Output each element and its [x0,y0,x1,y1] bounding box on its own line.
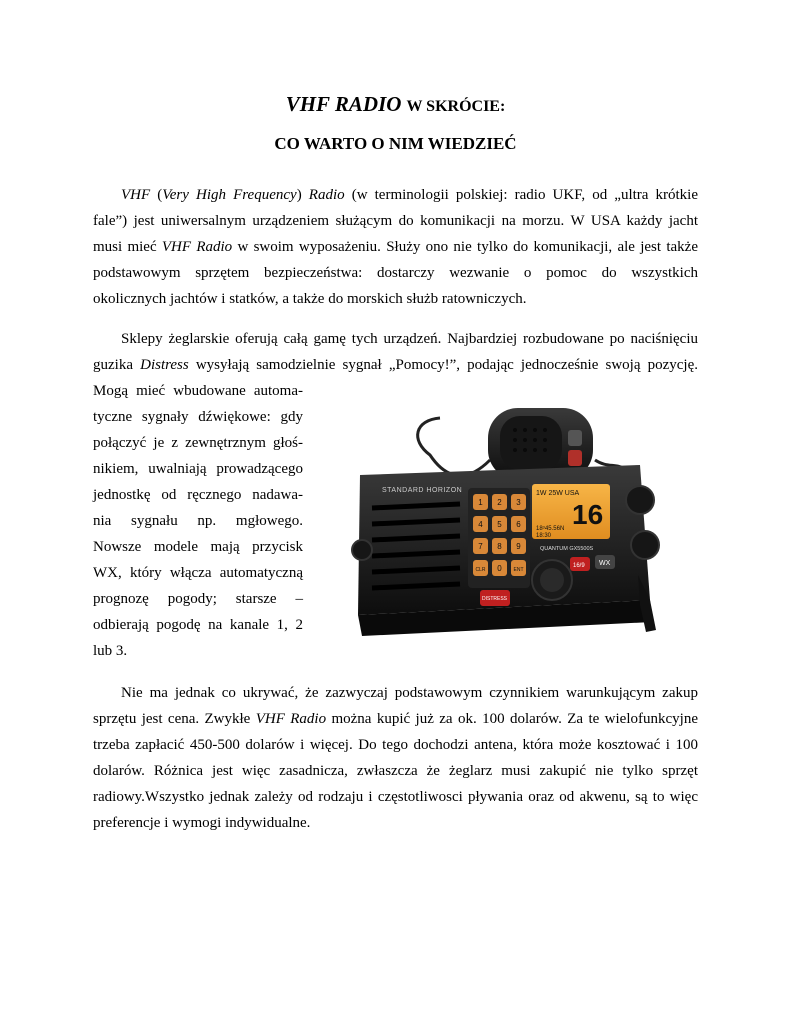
distress-label: DISTRESS [482,596,508,602]
vhf-radio-image [340,400,665,645]
title-w-skrocie: W SKRÓCIE: [406,98,506,115]
paragraph-1-line: fale”) jest uniwersalnym urządzeniem służącym do komunikacji na morzu. W USA każdy jacht [93,213,698,229]
display-channel: 16 [572,499,604,530]
keypad-key-label: 9 [516,542,521,551]
mounting-knob [352,540,372,560]
keypad-key-label: 6 [516,520,521,529]
keypad-key-label: ENT [513,567,524,573]
keypad-key-label: 2 [497,498,502,507]
wrapped-line: połączyć je z zewnętrznym głoś- [93,435,303,451]
radio-body [352,465,659,636]
wrapped-line: tyczne sygnały dźwiękowe: gdy [93,409,303,425]
paragraph-3-line: Nie ma jednak co ukrywać, że zazwyczaj podstawowym czynnikiem warunkującym zakup [121,685,698,701]
wrapped-line: WX, który włącza automatyczną [93,565,303,581]
wrapped-line: Mogą mieć wbudowane automa- [93,383,303,399]
keypad-key-label: 5 [497,520,502,529]
paragraph-1-line: okolicznych jachtów i statków, a także do morskich służb ratowniczych. [93,291,527,307]
brand-label: STANDARD HORIZON [382,487,463,494]
document-title [0,90,791,121]
paragraph-3-line: trzeba zapłacić 450-500 dolarów i więcej. Do tego dochodzi antena, która może kosztować i 100 [93,737,698,753]
wrapped-line: jednostkę od ręcznego nadawa- [93,487,303,503]
wrapped-line: nia sygnału np. mgłowego. [93,513,303,529]
title-vhf-radio: VHF RADIO [285,92,402,116]
keypad-key-label: 0 [497,564,502,573]
button-wx-label: WX [599,560,611,567]
wrapped-line: prognozę pogody; starsze – [93,591,303,607]
wrapped-line: lub 3. [93,643,128,659]
model-label: QUANTUM GX5500S [540,546,594,552]
mic-cable [418,418,490,476]
paragraph-2-line: Sklepy żeglarskie oferują całą gamę tych urządzeń. Najbardziej rozbudowane po naciśnięciu [121,331,698,347]
display-coords: 18ᵒ45.56N [536,526,565,532]
paragraph-3 [93,680,698,836]
squelch-knob [631,531,659,559]
display-top: 1W 25W USA [536,490,580,497]
wrapped-line: odbierają pogodę na kanale 1, 2 [93,617,303,633]
keypad-key-label: 8 [497,542,502,551]
keypad-key-label: 7 [478,542,483,551]
keypad-key-label: 4 [478,520,483,529]
wrapped-line: nikiem, uwalniają prowadzącego [93,461,303,477]
paragraph-3-line: dolarów. Różnica jest więc zasadnicza, zwłaszcza że żeglarz musi zakupić nie tylko sprzęt [93,763,698,779]
document-subtitle: CO WARTO O NIM WIEDZIEĆ [274,134,517,153]
paragraph-1-line: musi mieć VHF Radio w swoim wyposażeniu. Służy ono nie tylko do komunikacji, ale jest także [93,239,698,255]
display-time: 18:30 [536,533,552,539]
paragraph-2-wrapped-text [93,378,303,664]
paragraph-1-line: VHF (Very High Frequency) Radio (w terminologii polskiej: radio UKF, od „ultra krótkie [121,187,699,203]
paragraph-3-line: radiowy.Wszystko jednak zależy od rodzaju i częstotliwosci pływania oraz od akwenu, są to więc [93,789,698,805]
keypad-key-label: 1 [478,498,483,507]
wrapped-line: Nowsze modele mają przycisk [93,539,303,555]
keypad-key-label: CLR [475,567,486,573]
paragraph-2 [93,326,698,378]
paragraph-1-line: podstawowym sprzętem bezpieczeństwa: dostarczy wezwanie o pomoc do wszystkich [93,265,698,281]
paragraph-1 [93,182,698,312]
volume-knob [626,486,654,514]
paragraph-2-line: guzika Distress wysyłają samodzielnie sygnał „Pomocy!”, podając jednocześnie swoją pozycję. [93,357,699,373]
keypad-key-label: 3 [516,498,521,507]
paragraph-3-line: preferencje i wymogi indywidualne. [93,815,311,831]
paragraph-3-line: sprzętu jest cena. Zwykłe VHF Radio można kupić już za ok. 100 dolarów. Za te wielofunkcyjne [93,711,698,727]
button-16-9-label: 16/9 [573,563,585,569]
